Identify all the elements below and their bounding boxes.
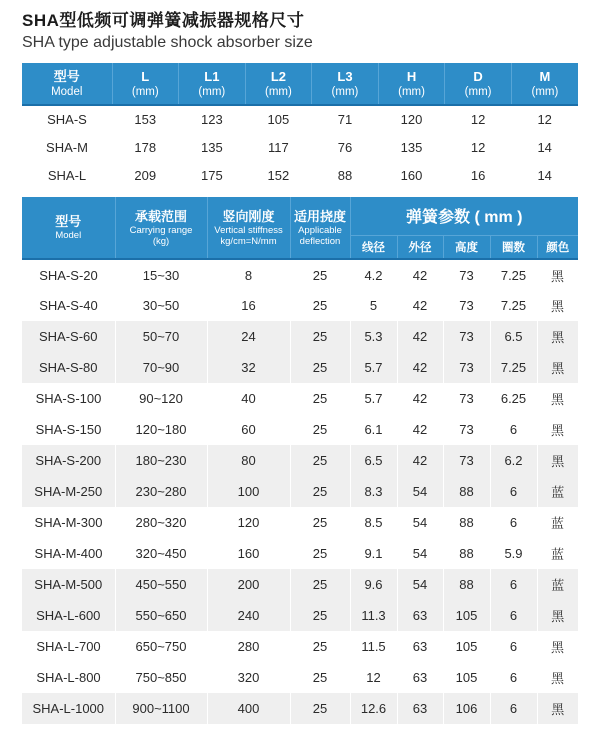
value-cell: 8.3 xyxy=(350,476,397,507)
value-cell: 88 xyxy=(443,476,490,507)
col-group-spring-parameters: 弹簧参数 ( mm ) xyxy=(350,197,578,235)
col-header-wire-diameter: 线径 xyxy=(350,235,397,259)
value-cell: 25 xyxy=(312,298,328,313)
col-header-m: M (mm) xyxy=(511,63,578,105)
value-cell: 蓝 xyxy=(537,476,578,507)
value-cell: 9.1 xyxy=(364,546,383,561)
col-header-color: 颜色 xyxy=(537,235,578,259)
value-cell: 黑 xyxy=(537,693,578,724)
value-cell: 88 xyxy=(337,167,353,183)
model-cell: SHA-S-20 xyxy=(39,267,98,283)
table-row xyxy=(22,445,578,476)
value-cell: 黑 xyxy=(537,321,578,352)
value-cell: 320~450 xyxy=(135,546,187,561)
value-cell: 16 xyxy=(470,167,486,183)
spec-table-body xyxy=(22,259,578,724)
value-cell: 25 xyxy=(290,476,350,507)
col-header-model: 型号 Model xyxy=(22,63,112,105)
value-cell: 54 xyxy=(397,569,443,600)
value-cell: 6 xyxy=(509,670,518,685)
value-cell: 54 xyxy=(412,546,428,561)
model-cell: SHA-M xyxy=(46,139,88,155)
value-cell: 73 xyxy=(459,298,474,313)
value-cell: 蓝 xyxy=(550,516,564,531)
value-cell: 4.2 xyxy=(364,267,383,283)
value-cell: 42 xyxy=(412,391,428,406)
value-cell: 5.7 xyxy=(364,391,383,406)
col-header-outer-diameter: 外径 xyxy=(397,235,443,259)
value-cell: 175 xyxy=(200,167,223,183)
value-cell: 70~90 xyxy=(115,352,207,383)
value-cell: 280 xyxy=(237,639,260,654)
value-cell: 6.1 xyxy=(364,422,383,437)
model-cell: SHA-L xyxy=(47,167,87,183)
col-header-model: 型号 Model xyxy=(22,197,115,259)
value-cell: 12.6 xyxy=(350,693,397,724)
size-header-row xyxy=(22,63,578,105)
col-header-carrying-range: 承载范围 Carrying range (kg) xyxy=(115,197,207,259)
value-cell: 9.6 xyxy=(350,569,397,600)
value-cell: 650~750 xyxy=(135,639,187,654)
value-cell: 320 xyxy=(237,670,260,685)
value-cell: 106 xyxy=(443,693,490,724)
size-table xyxy=(22,63,578,189)
table-row xyxy=(22,105,578,133)
table-row xyxy=(22,569,578,600)
model-cell: SHA-S-200 xyxy=(22,445,115,476)
value-cell: 73 xyxy=(459,391,474,406)
model-cell: SHA-S-150 xyxy=(35,422,102,437)
model-cell: SHA-L-800 xyxy=(36,670,101,685)
value-cell: 5.9 xyxy=(504,546,523,561)
value-cell: 153 xyxy=(134,112,157,127)
model-cell: SHA-M-500 xyxy=(22,569,115,600)
value-cell: 12 xyxy=(366,670,381,685)
table-row xyxy=(22,259,578,290)
col-header-vertical-stiffness: 竖向刚度 Vertical stiffness kg/cm=N/mm xyxy=(207,197,290,259)
value-cell: 42 xyxy=(412,422,428,437)
value-cell: 105 xyxy=(455,639,478,654)
value-cell: 25 xyxy=(312,546,328,561)
value-cell: 88 xyxy=(459,546,474,561)
value-cell: 蓝 xyxy=(537,569,578,600)
value-cell: 73 xyxy=(459,267,474,283)
value-cell: 7.25 xyxy=(490,352,537,383)
value-cell: 24 xyxy=(207,321,290,352)
value-cell: 7.25 xyxy=(500,298,527,313)
table-row xyxy=(22,507,578,538)
value-cell: 90~120 xyxy=(139,391,183,406)
value-cell: 6 xyxy=(509,422,518,437)
value-cell: 42 xyxy=(412,298,428,313)
value-cell: 6.5 xyxy=(350,445,397,476)
value-cell: 黑 xyxy=(550,392,564,407)
value-cell: 蓝 xyxy=(550,547,564,562)
value-cell: 60 xyxy=(241,422,256,437)
value-cell: 117 xyxy=(268,139,289,155)
value-cell: 105 xyxy=(455,670,478,685)
value-cell: 73 xyxy=(443,445,490,476)
value-cell: 105 xyxy=(267,112,290,127)
col-header-l: L (mm) xyxy=(112,63,179,105)
value-cell: 15~30 xyxy=(142,267,180,283)
value-cell: 黑 xyxy=(550,640,564,655)
table-row xyxy=(22,662,578,693)
value-cell: 25 xyxy=(290,569,350,600)
value-cell: 14 xyxy=(537,167,552,183)
table-row xyxy=(22,383,578,414)
value-cell: 135 xyxy=(200,139,223,155)
value-cell: 200 xyxy=(207,569,290,600)
value-cell: 180~230 xyxy=(115,445,207,476)
value-cell: 6.25 xyxy=(500,391,527,406)
value-cell: 178 xyxy=(134,139,157,155)
value-cell: 160 xyxy=(237,546,260,561)
value-cell: 63 xyxy=(412,639,428,654)
value-cell: 黑 xyxy=(550,423,564,438)
value-cell: 120~180 xyxy=(135,422,187,437)
value-cell: 黑 xyxy=(537,600,578,631)
table-row xyxy=(22,631,578,662)
value-cell: 152 xyxy=(267,167,290,183)
spec-header-row-main xyxy=(22,197,578,235)
value-cell: 750~850 xyxy=(135,670,187,685)
col-header-h: H (mm) xyxy=(378,63,445,105)
value-cell: 11.5 xyxy=(361,639,386,654)
value-cell: 25 xyxy=(290,321,350,352)
table-row xyxy=(22,352,578,383)
value-cell: 900~1100 xyxy=(115,693,207,724)
value-cell: 88 xyxy=(443,569,490,600)
value-cell: 6.5 xyxy=(490,321,537,352)
value-cell: 黑 xyxy=(550,671,564,686)
col-header-d: D (mm) xyxy=(445,63,512,105)
value-cell: 73 xyxy=(459,422,474,437)
value-cell: 54 xyxy=(412,515,428,530)
size-table-header xyxy=(22,63,578,105)
value-cell: 73 xyxy=(443,321,490,352)
value-cell: 42 xyxy=(412,267,428,283)
value-cell: 25 xyxy=(312,670,328,685)
value-cell: 25 xyxy=(312,639,328,654)
value-cell: 40 xyxy=(241,391,256,406)
value-cell: 25 xyxy=(290,445,350,476)
value-cell: 12 xyxy=(470,112,486,127)
model-cell: SHA-L-1000 xyxy=(22,693,115,724)
value-cell: 11.3 xyxy=(350,600,397,631)
value-cell: 30~50 xyxy=(142,298,180,313)
table-row xyxy=(22,321,578,352)
value-cell: 6 xyxy=(490,476,537,507)
value-cell: 5.3 xyxy=(350,321,397,352)
value-cell: 25 xyxy=(312,391,328,406)
table-row xyxy=(22,414,578,445)
value-cell: 135 xyxy=(400,139,423,155)
value-cell: 25 xyxy=(290,693,350,724)
value-cell: 42 xyxy=(397,445,443,476)
value-cell: 450~550 xyxy=(115,569,207,600)
value-cell: 32 xyxy=(207,352,290,383)
model-cell: SHA-M-250 xyxy=(22,476,115,507)
value-cell: 25 xyxy=(290,600,350,631)
value-cell: 42 xyxy=(397,321,443,352)
value-cell: 25 xyxy=(312,422,328,437)
value-cell: 16 xyxy=(241,298,256,313)
size-table-body xyxy=(22,105,578,189)
value-cell: 8 xyxy=(244,267,253,283)
value-cell: 6.2 xyxy=(490,445,537,476)
value-cell: 8.5 xyxy=(364,515,383,530)
value-cell: 120 xyxy=(237,515,260,530)
value-cell: 6 xyxy=(490,600,537,631)
value-cell: 240 xyxy=(207,600,290,631)
col-header-applicable-deflection: 适用挠度 Applicable deflection xyxy=(290,197,350,259)
model-cell: SHA-S-100 xyxy=(35,391,102,406)
model-cell: SHA-L-600 xyxy=(22,600,115,631)
value-cell: 6 xyxy=(490,693,537,724)
value-cell: 25 xyxy=(290,352,350,383)
col-header-height: 高度 xyxy=(443,235,490,259)
value-cell: 黑 xyxy=(550,268,564,284)
value-cell: 5 xyxy=(369,298,378,313)
value-cell: 280~320 xyxy=(135,515,187,530)
value-cell: 120 xyxy=(400,112,423,127)
page-title: SHA型低频可调弹簧减振器规格尺寸 xyxy=(22,11,305,30)
value-cell: 25 xyxy=(312,267,328,283)
value-cell: 12 xyxy=(537,112,552,127)
value-cell: 100 xyxy=(207,476,290,507)
col-header-coil-count: 圈数 xyxy=(490,235,537,259)
value-cell: 5.7 xyxy=(350,352,397,383)
value-cell: 14 xyxy=(537,139,552,155)
value-cell: 54 xyxy=(397,476,443,507)
table-row xyxy=(22,133,578,161)
page-subtitle: SHA type adjustable shock absorber size xyxy=(22,34,313,51)
value-cell: 63 xyxy=(412,670,428,685)
value-cell: 550~650 xyxy=(115,600,207,631)
value-cell: 400 xyxy=(207,693,290,724)
table-row xyxy=(22,476,578,507)
spec-table-header xyxy=(22,197,578,259)
value-cell: 73 xyxy=(443,352,490,383)
col-header-l2: L2 (mm) xyxy=(245,63,312,105)
value-cell: 105 xyxy=(443,600,490,631)
model-cell: SHA-M-300 xyxy=(34,515,103,530)
value-cell: 63 xyxy=(397,693,443,724)
value-cell: 6 xyxy=(509,639,518,654)
value-cell: 7.25 xyxy=(500,267,527,283)
value-cell: 黑 xyxy=(537,352,578,383)
table-row xyxy=(22,290,578,321)
model-cell: SHA-S xyxy=(47,112,87,127)
value-cell: 黑 xyxy=(537,445,578,476)
table-row xyxy=(22,538,578,569)
model-cell: SHA-L-700 xyxy=(36,639,101,654)
value-cell: 88 xyxy=(459,515,474,530)
model-cell: SHA-S-60 xyxy=(22,321,115,352)
col-header-l1: L1 (mm) xyxy=(179,63,246,105)
model-cell: SHA-S-40 xyxy=(39,298,98,313)
value-cell: 123 xyxy=(200,112,223,127)
value-cell: 80 xyxy=(207,445,290,476)
value-cell: 209 xyxy=(134,167,157,183)
table-row xyxy=(22,693,578,724)
value-cell: 12 xyxy=(470,139,486,155)
table-row xyxy=(22,600,578,631)
value-cell: 6 xyxy=(490,569,537,600)
model-cell: SHA-S-80 xyxy=(22,352,115,383)
value-cell: 160 xyxy=(400,167,423,183)
value-cell: 76 xyxy=(337,139,353,155)
value-cell: 230~280 xyxy=(115,476,207,507)
value-cell: 63 xyxy=(397,600,443,631)
table-row xyxy=(22,161,578,189)
spec-table xyxy=(22,197,578,724)
value-cell: 6 xyxy=(509,515,518,530)
value-cell: 50~70 xyxy=(115,321,207,352)
value-cell: 42 xyxy=(397,352,443,383)
value-cell: 25 xyxy=(312,515,328,530)
col-header-l3: L3 (mm) xyxy=(312,63,379,105)
value-cell: 黑 xyxy=(550,299,564,314)
model-cell: SHA-M-400 xyxy=(34,546,103,561)
value-cell: 71 xyxy=(337,112,353,127)
